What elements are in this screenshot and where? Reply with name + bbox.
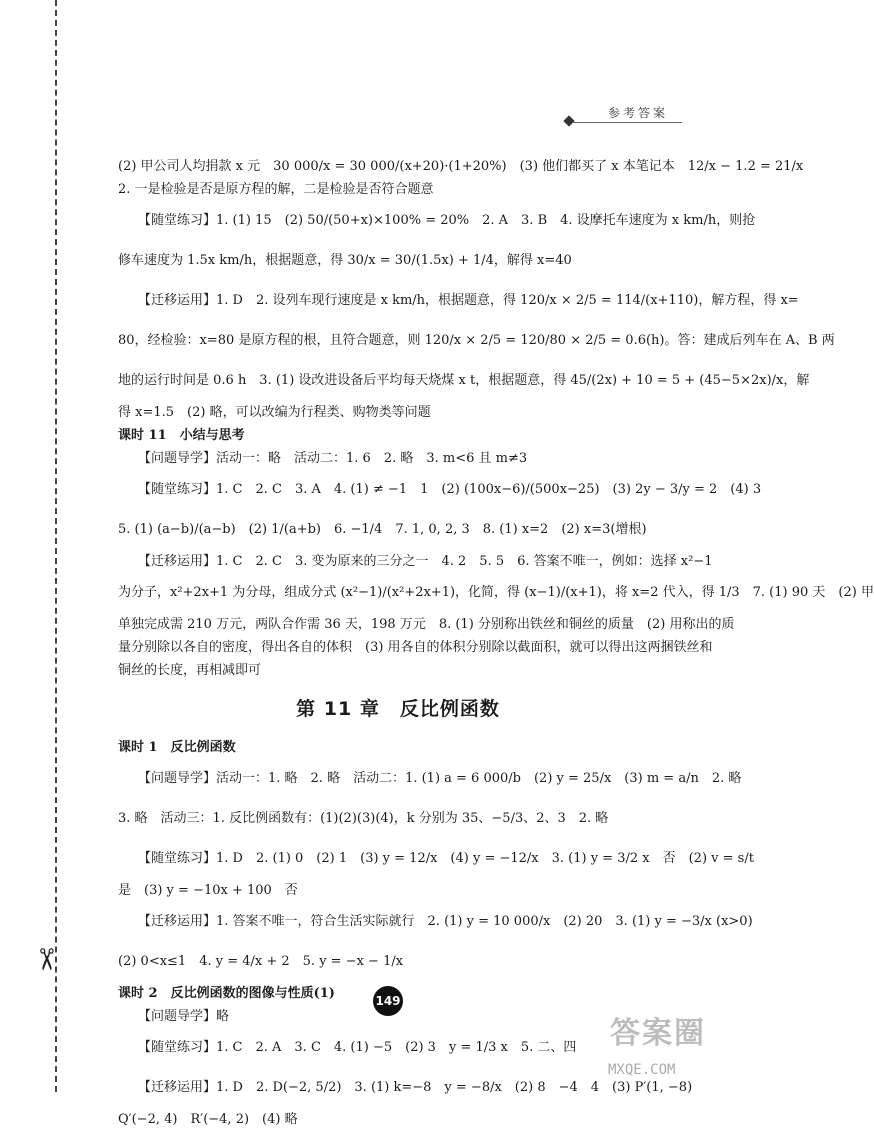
header-rule [572,122,682,123]
answer-line: 得 x=1.5 (2) 略，可以改编为行程类、购物类等问题 [118,405,431,420]
answer-line: 【问题导学】略 [138,1009,230,1024]
answer-line: 是 (3) y = −10x + 100 否 [118,883,298,898]
answer-line: (2) 0<x≤1 4. y = 4/x + 2 5. y = −x − 1/x [118,954,404,969]
answer-line: Q′(−2, 4) R′(−4, 2) (4) 略 [118,1112,298,1127]
answer-line: 地的运行时间是 0.6 h 3. (1) 设改进设备后平均每天烧煤 x t，根据题意，得 45/(2x) + 10 = 5 + (45−5×2x)/x，解 [118,373,810,388]
answer-line: 80，经检验：x=80 是原方程的根，且符合题意，则 120/x × 2/5 = 120/80 × 2/5 = 0.6(h)。答：建成后列车在 A、B 两 [118,333,835,348]
answer-line: 5. (1) (a−b)/(a−b) (2) 1/(a+b) 6. −1/4 7. 1, 0, 2, 3 8. (1) x=2 (2) x=3(增根) [118,522,647,537]
watermark-logo: 答案圈 [610,1016,706,1051]
answer-line: 【随堂练习】1. C 2. C 3. A 4. (1) ≠ −1 1 (2) (100x−6)/(500x−25) (3) 2y − 3/y = 2 (4) 3 [138,482,762,497]
answer-line: 课时 1 反比例函数 [118,740,236,755]
answer-line: 【随堂练习】1. C 2. A 3. C 4. (1) −5 (2) 3 y = 1/3 x 5. 二、四 [138,1040,577,1055]
answer-line: 课时 2 反比例函数的图像与性质(1) [118,986,335,1001]
answer-line: 【迁移运用】1. C 2. C 3. 变为原来的三分之一 4. 2 5. 5 6. 答案不唯一，例如：选择 x²−1 [138,554,713,569]
chapter-title: 第 11 章 反比例函数 [296,698,500,720]
answer-line: 量分别除以各自的密度，得出各自的体积 (3) 用各自的体积分别除以截面积，就可以得出这两捆铁丝和 [118,640,713,655]
scissors-icon: ✂ [28,946,64,973]
page-header: 参考答案 [607,106,668,120]
answer-line: 【随堂练习】1. (1) 15 (2) 50/(50+x)×100% = 20% 2. A 3. B 4. 设摩托车速度为 x km/h，则抢 [138,213,756,228]
header-diamond-icon [563,115,574,126]
answer-line: 【随堂练习】1. D 2. (1) 0 (2) 1 (3) y = 12/x (4) y = −12/x 3. (1) y = 3/2 x 否 (2) v = s/t [138,851,754,866]
answer-content [118,155,874,1131]
answer-line: 3. 略 活动三：1. 反比例函数有：(1)(2)(3)(4)，k 分别为 35、−5/3、2、3 2. 略 [118,811,609,826]
answer-line: 【问题导学】活动一：略 活动二：1. 6 2. 略 3. m<6 且 m≠3 [138,451,528,466]
answer-line: (2) 甲公司人均捐款 x 元 30 000/x = 30 000/(x+20)·(1+20%) (3) 他们都买了 x 本笔记本 12/x − 1.2 = 21/x [118,159,804,174]
answer-line: 课时 11 小结与思考 [118,428,245,443]
answer-line: 【迁移运用】1. D 2. 设列车现行速度是 x km/h，根据题意，得 120/x × 2/5 = 114/(x+110)，解方程，得 x= [138,293,799,308]
cut-line [55,0,57,1092]
answer-line: 【迁移运用】1. D 2. D(−2, 5/2) 3. (1) k=−8 y = −8/x (2) 8 −4 4 (3) P′(1, −8) [138,1080,693,1095]
answer-line: 为分子，x²+2x+1 为分母，组成分式 (x²−1)/(x²+2x+1)，化简，得 (x−1)/(x+1)，将 x=2 代入，得 1/3 7. (1) 90 天 (2) 甲 [118,585,874,600]
answer-line: 修车速度为 1.5x km/h，根据题意，得 30/x = 30/(1.5x) + 1/4，解得 x=40 [118,253,572,268]
answer-line: 2. 一是检验是否是原方程的解，二是检验是否符合题意 [118,182,434,197]
answer-line: 【迁移运用】1. 答案不唯一，符合生活实际就行 2. (1) y = 10 000/x (2) 20 3. (1) y = −3/x (x>0) [138,914,753,929]
watermark-url: MXQE.COM [608,1062,676,1078]
answer-line: 铜丝的长度，再相减即可 [118,663,262,678]
answer-line: 【问题导学】活动一：1. 略 2. 略 活动二：1. (1) a = 6 000/b (2) y = 25/x (3) m = a/n 2. 略 [138,771,742,786]
answer-line: 单独完成需 210 万元，两队合作需 36 天，198 万元 8. (1) 分别称出铁丝和铜丝的质量 (2) 用称出的质 [118,617,735,632]
page-number: 149 [373,986,403,1016]
